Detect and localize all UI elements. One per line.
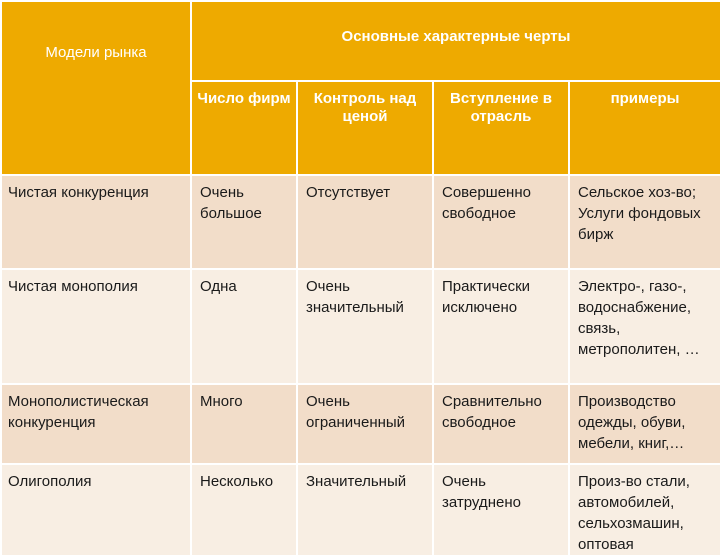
header-col-entry: Вступление в отрасль [433, 81, 569, 175]
cell-model: Чистая монополия [1, 269, 191, 384]
header-col-examples: примеры [569, 81, 720, 175]
header-col-firms: Число фирм [191, 81, 297, 175]
cell-examples: Производство одежды, обуви, мебели, книг,… [569, 384, 720, 464]
cell-firms: Одна [191, 269, 297, 384]
cell-examples: Сельское хоз-во; Услуги фондовых бирж [569, 175, 720, 269]
cell-firms: Много [191, 384, 297, 464]
table-row [1, 175, 720, 269]
table-row [1, 269, 720, 384]
cell-entry: Очень затруднено [433, 464, 569, 556]
header-features: Основные характерные черты [191, 1, 720, 81]
table-row [1, 384, 720, 464]
cell-price-control: Значительный [297, 464, 433, 556]
header-col-price-control: Контроль над ценой [297, 81, 433, 175]
cell-model: Чистая конкуренция [1, 175, 191, 269]
cell-firms: Очень большое [191, 175, 297, 269]
cell-price-control: Очень значительный [297, 269, 433, 384]
header-models: Модели рынка [1, 1, 191, 175]
cell-model: Монополистическая конкуренция [1, 384, 191, 464]
cell-entry: Практически исключено [433, 269, 569, 384]
cell-entry: Совершенно свободное [433, 175, 569, 269]
cell-examples: Электро-, газо-, водоснабжение, связь, метрополитен, … [569, 269, 720, 384]
cell-entry: Сравнительно свободное [433, 384, 569, 464]
cell-price-control: Отсутствует [297, 175, 433, 269]
cell-firms: Несколько [191, 464, 297, 556]
cell-price-control: Очень ограниченный [297, 384, 433, 464]
cell-model: Олигополия [1, 464, 191, 556]
cell-examples: Произ-во стали, автомобилей, сельхозмашин, оптовая [569, 464, 720, 556]
table-row [1, 464, 720, 556]
